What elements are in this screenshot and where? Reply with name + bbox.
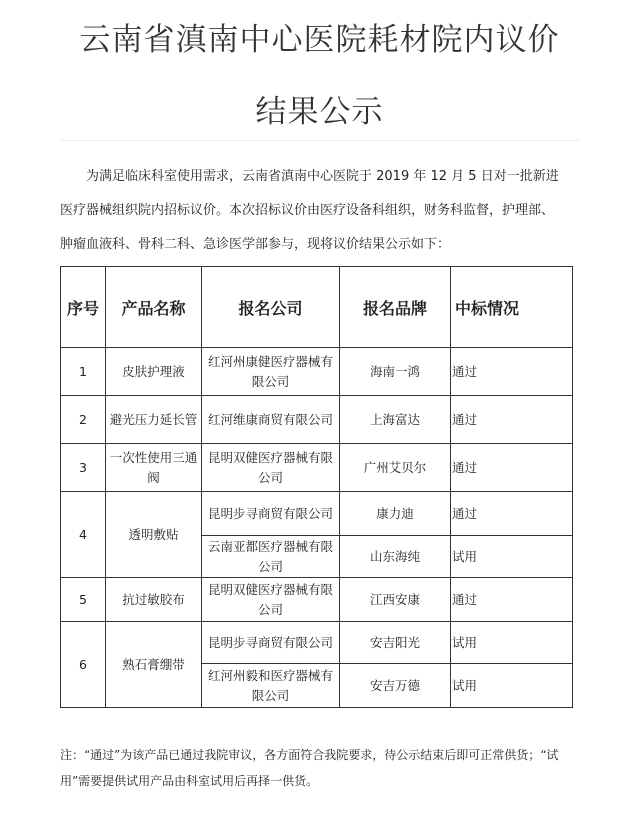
results-table — [60, 266, 573, 708]
row-status: 通过 — [451, 578, 573, 622]
row-status: 试用 — [451, 622, 573, 664]
row-company: 昆明双健医疗器械有限公司 — [202, 444, 340, 492]
row-product: 透明敷贴 — [106, 492, 202, 578]
header-product: 产品名称 — [106, 267, 202, 348]
row-company: 昆明双健医疗器械有限公司 — [202, 578, 340, 622]
header-company: 报名公司 — [202, 267, 340, 348]
row-company: 云南亚都医疗器械有限公司 — [202, 536, 340, 578]
table-row — [61, 444, 573, 492]
row-no: 5 — [61, 578, 106, 622]
row-brand: 康力迪 — [340, 492, 451, 536]
row-no: 3 — [61, 444, 106, 492]
header-status: 中标情况 — [451, 267, 573, 348]
row-company: 红河州毅和医疗器械有限公司 — [202, 664, 340, 708]
table-row — [61, 622, 573, 664]
intro-paragraph — [60, 160, 566, 262]
header-no: 序号 — [61, 267, 106, 348]
row-product: 抗过敏胶布 — [106, 578, 202, 622]
row-company: 昆明步寻商贸有限公司 — [202, 492, 340, 536]
table-row — [61, 492, 573, 536]
row-brand: 安吉阳光 — [340, 622, 451, 664]
row-company: 红河州康健医疗器械有限公司 — [202, 348, 340, 396]
table-row — [61, 578, 573, 622]
row-brand: 山东海纯 — [340, 536, 451, 578]
row-product: 熟石膏绷带 — [106, 622, 202, 708]
row-brand: 江西安康 — [340, 578, 451, 622]
row-company: 红河维康商贸有限公司 — [202, 396, 340, 444]
row-brand: 上海富达 — [340, 396, 451, 444]
row-product: 一次性使用三通阀 — [106, 444, 202, 492]
row-status: 试用 — [451, 536, 573, 578]
header-brand: 报名品牌 — [340, 267, 451, 348]
row-no: 6 — [61, 622, 106, 708]
row-status: 试用 — [451, 664, 573, 708]
row-no: 1 — [61, 348, 106, 396]
table-row — [61, 348, 573, 396]
row-brand: 广州艾贝尔 — [340, 444, 451, 492]
row-brand: 海南一鸿 — [340, 348, 451, 396]
table-header-row — [61, 267, 573, 348]
row-product: 皮肤护理液 — [106, 348, 202, 396]
intro-text: 为满足临床科室使用需求，云南省滇南中心医院于 2019 年 12 月 5 日对一批新进医疗器械组织院内招标议价。本次招标议价由医疗设备科组织，财务科监督，护理部、肿瘤血液科、骨科二科、急诊医学部参与，现将议价结果公示如下： — [60, 169, 559, 252]
table-row — [61, 396, 573, 444]
row-status: 通过 — [451, 492, 573, 536]
page-subtitle: 结果公示 — [255, 94, 384, 130]
page-title: 云南省滇南中心医院耗材院内议价 — [79, 22, 560, 58]
row-brand: 安吉万德 — [340, 664, 451, 708]
row-status: 通过 — [451, 444, 573, 492]
row-status: 通过 — [451, 348, 573, 396]
row-company: 昆明步寻商贸有限公司 — [202, 622, 340, 664]
row-product: 避光压力延长管 — [106, 396, 202, 444]
row-status: 通过 — [451, 396, 573, 444]
footnote: 注：“通过”为该产品已通过我院审议，各方面符合我院要求，待公示结束后即可正常供货；“试用”需要提供试用产品由科室试用后再择一供货。 — [60, 748, 559, 788]
row-no: 4 — [61, 492, 106, 578]
title-divider — [60, 140, 580, 141]
row-no: 2 — [61, 396, 106, 444]
